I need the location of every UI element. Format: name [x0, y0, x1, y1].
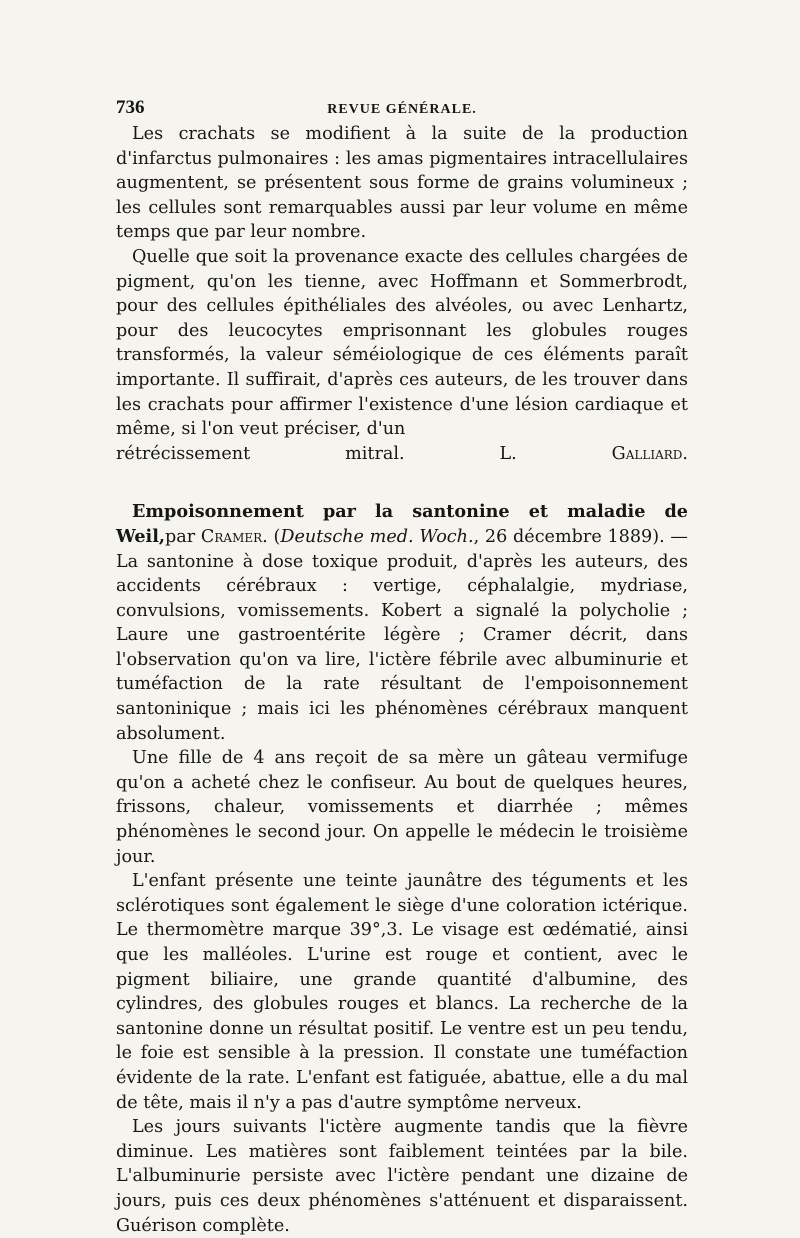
author-signature: L. Galliard. [499, 443, 688, 464]
paragraph-crachats: Les crachats se modifient à la suite de la production d'infarctus pulmonaires : les amas pigmentaires intracellulaires augmentent, se présentent sous forme de grains volumineux ; les cellules sont remarquables aussi par leur volume en même temps que par leur nombre. [116, 124, 688, 243]
page-number: 736 [116, 97, 145, 118]
running-header [116, 92, 688, 122]
article-intro-paragraph [116, 500, 688, 746]
document-page [116, 92, 688, 1238]
last-line-text: rétrécissement mitral. [116, 443, 405, 464]
running-title: REVUE GÉNÉRALE. [327, 102, 477, 117]
by-word: par [165, 526, 196, 547]
paragraph-provenance: Quelle que soit la provenance exacte des cellules chargées de pigment, qu'on les tienne, avec Hoffmann et Sommerbrodt, pour des cellules épithéliales des alvéoles, ou avec Lenhartz, pour des leucocytes emprisonnant les globules rouges transformés, la valeur séméiologique de ces éléments paraît importante. Il suffirait, d'après ces auteurs, de les trouver dans les crachats pour affirmer l'existence d'une lésion cardiaque et même, si l'on veut préciser, d'un [116, 246, 688, 440]
intro-text: — La santonine à dose toxique produit, d'après les auteurs, des accidents cérébraux : vertige, céphalalgie, mydriase, convulsions, vomissements. Kobert a signalé la polycholie ; Laure une gastroentérite légère ; Cramer décrit, dans l'observation qu'on va lire, l'ictère fébrile avec albuminurie et tuméfaction de la rate résultant de l'empoisonnement santoninique ; mais ici les phénomènes cérébraux manquent absolument. [116, 526, 689, 744]
article-author: Cramer. [200, 526, 268, 547]
signature-line [116, 442, 688, 467]
section-spacer [116, 466, 688, 500]
paragraph-case: Une fille de 4 ans reçoit de sa mère un gâteau vermifuge qu'on a acheté chez le confiseur. Au bout de quelques heures, frissons, chaleur, vomissements et diarrhée ; mêmes phénomènes le second jour. On appelle le médecin le troisième jour. [116, 748, 688, 867]
reference-journal: Deutsche med. Woch. [280, 526, 474, 547]
reference-date: , 26 décembre 1889). [473, 526, 665, 547]
paragraph-symptoms: L'enfant présente une teinte jaunâtre des téguments et les sclérotiques sont également le siège d'une coloration ictérique. Le thermomètre marque 39°,3. Le visage est œdématié, ainsi que les malléoles. L'urine est rouge et contient, avec le pigment biliaire, une grande quantité d'albumine, des cylindres, des globules rouges et blancs. La recherche de la santonine donne un résultat positif. Le ventre est un peu tendu, le foie est sensible à la pression. Il constate une tuméfaction évidente de la rate. L'enfant est fatiguée, abattue, elle a du mal de tête, mais il n'y a pas d'autre symptôme nerveux. [116, 871, 688, 1113]
article-title: Empoisonnement par la santonine et maladie de Weil, [116, 501, 688, 547]
reference-open: ( [273, 526, 281, 547]
paragraph-outcome: Les jours suivants l'ictère augmente tandis que la fièvre diminue. Les matières sont faiblement teintées par la bile. L'albuminurie persiste avec l'ictère pendant une dizaine de jours, puis ces deux phénomènes s'atténuent et disparaissent. Guérison complète. [116, 1117, 688, 1236]
